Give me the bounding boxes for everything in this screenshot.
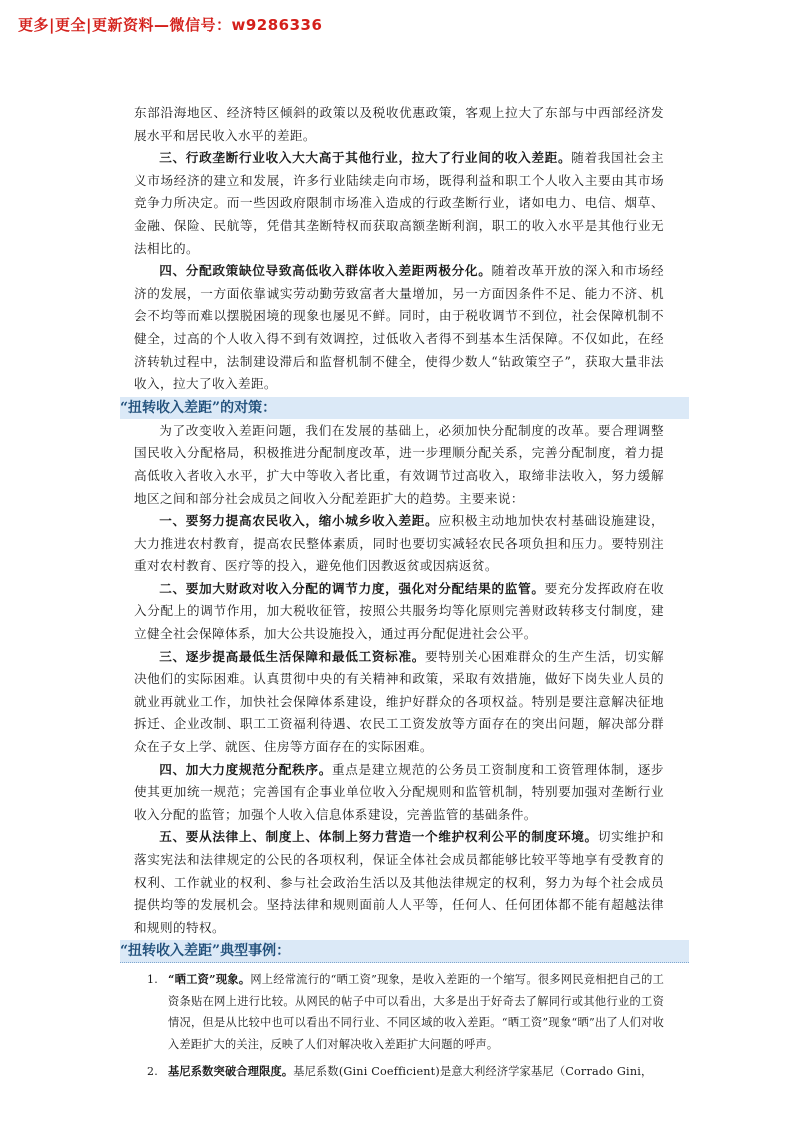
point-heading: 一、要努力提高农民收入，缩小城乡收入差距。 xyxy=(159,513,439,529)
paragraph-monopoly-industries: 三、行政垄断行业收入大大高于其他行业，拉大了行业间的收入差距。随着我国社会主义市场经济的建立和发展，许多行业陆续走向市场，既得利益和职工个人收入主要由其市场竞争力所决定。而一些因政府限制市场准入造成的行政垄断行业，诸如电力、电信、烟草、金融、保险、民航等，凭借其垄断特权而获取高额垄断利润，职工的收入水平是其他行业无法相比的。 xyxy=(134,150,664,256)
point-heading: 四、分配政策缺位导致高低收入群体收入差距两极分化。 xyxy=(159,263,492,279)
wechat-banner: 更多|更全|更新资料—微信号：w9286336 xyxy=(18,16,323,34)
examples-list xyxy=(134,969,664,1083)
list-number: 2. xyxy=(147,1065,158,1079)
paragraph-measure-1: 一、要努力提高农民收入，缩小城乡收入差距。应积极主动地加快农村基础设施建设，大力推进农村教育，提高农民整体素质，同时也要切实减轻农民各项负担和压力。要特别注重对农村教育、医疗等的投入，避免他们因教返贫或因病返贫。 xyxy=(134,513,664,574)
case-heading: “晒工资”现象。 xyxy=(168,972,251,987)
paragraph-measures-intro: 为了改变收入差距问题，我们在发展的基础上，必须加快分配制度的改革。要合理调整国民收入分配格局，积极推进分配制度改革，进一步理顺分配关系，完善分配制度，着力提高低收入者收入水平，扩大中等收入者比重，有效调节过高收入，取缔非法收入，努力缓解地区之间和部分社会成员之间收入分配差距扩大的趋势。主要来说： xyxy=(134,422,664,506)
paragraph-measure-5: 五、要从法律上、制度上、体制上努力营造一个维护权利公平的制度环境。切实维护和落实宪法和法律规定的公民的各项权利，保证全体社会成员都能够比较平等地享有受教育的权利、工作就业的权利、参与社会政治生活以及其他法律规定的权利，努力为每个社会成员提供均等的发展机会。坚持法律和规则面前人人平等，任何人、任何团体都不能有超越法律和规则的特权。 xyxy=(134,829,665,935)
point-heading: 二、要加大财政对收入分配的调节力度，强化对分配结果的监管。 xyxy=(159,580,545,596)
point-heading: 五、要从法律上、制度上、体制上努力营造一个维护权利公平的制度环境。 xyxy=(159,829,598,845)
section-title-measures: “扭转收入差距”的对策： xyxy=(120,397,689,419)
point-heading: 三、逐步提高最低生活保障和最低工资标准。 xyxy=(159,648,426,664)
paragraph-regional-policy: 东部沿海地区、经济特区倾斜的政策以及税收优惠政策，客观上拉大了东部与中西部经济发展水平和居民收入水平的差距。 xyxy=(134,105,664,143)
point-heading: 三、行政垄断行业收入大大高于其他行业，拉大了行业间的收入差距。 xyxy=(159,150,572,166)
point-heading: 四、加大力度规范分配秩序。 xyxy=(159,761,332,777)
list-number: 1. xyxy=(147,973,158,987)
list-item: 2. 基尼系数突破合理限度。基尼系数(Gini Coefficient)是意大利经济学家基尼（Corrado Gini， xyxy=(134,1061,664,1083)
paragraph-measure-2: 二、要加大财政对收入分配的调节力度，强化对分配结果的监管。要充分发挥政府在收入分配上的调节作用，加大税收征管，按照公共服务均等化原则完善财政转移支付制度，建立健全社会保障体系，加大公共设施投入，通过再分配促进社会公平。 xyxy=(134,580,664,642)
case-heading: 基尼系数突破合理限度。 xyxy=(168,1064,294,1079)
paragraph-measure-3: 三、逐步提高最低生活保障和最低工资标准。要特别关心困难群众的生产生活，切实解决他们的实际困难。认真贯彻中央的有关精神和政策，采取有效措施，做好下岗失业人员的就业再就业工作，加快社会保障体系建设，维护好群众的各项权益。特别是要注意解决征地拆迁、企业改制、职工工资福利待遇、农民工工资发放等方面存在的突出问题，解决部分群众在子女上学、就医、住房等方面存在的实际困难。 xyxy=(134,648,665,755)
paragraph-distribution-policy: 四、分配政策缺位导致高低收入群体收入差距两极分化。随着改革开放的深入和市场经济的发展，一方面依靠诚实劳动勤劳致富者大量增加，另一方面因条件不足、能力不济、机会不均等而难以摆脱困境的现象也屡见不鲜。同时，由于税收调节不到位，社会保障机制不健全，过高的个人收入得不到有效调控，过低收入者得不到基本生活保障。不仅如此，在经济转轨过程中，法制建设滞后和监督机制不健全，使得少数人“钻政策空子”，获取大量非法收入，拉大了收入差距。 xyxy=(134,263,665,392)
document-body xyxy=(120,102,665,1089)
list-item: 1. “晒工资”现象。网上经常流行的“晒工资”现象，是收入差距的一个缩写。很多网民竞相把自己的工资条贴在网上进行比较。从网民的帖子中可以看出，大多是出于好奇去了解同行或其他行业的工资情况，但是从比较中也可以看出不同行业、不同区域的收入差距。“晒工资”现象“晒”出了人们对收入差距扩大的关注，反映了人们对解决收入差距扩大问题的呼声。 xyxy=(134,969,664,1055)
paragraph-measure-4: 四、加大力度规范分配秩序。重点是建立规范的公务员工资制度和工资管理体制，逐步使其更加统一规范；完善国有企事业单位收入分配规则和监管机制，特别要加强对垄断行业收入分配的监管；加强个人收入信息体系建设，完善监管的基础条件。 xyxy=(134,761,665,822)
section-title-examples: “扭转收入差距”典型事例： xyxy=(120,940,689,963)
